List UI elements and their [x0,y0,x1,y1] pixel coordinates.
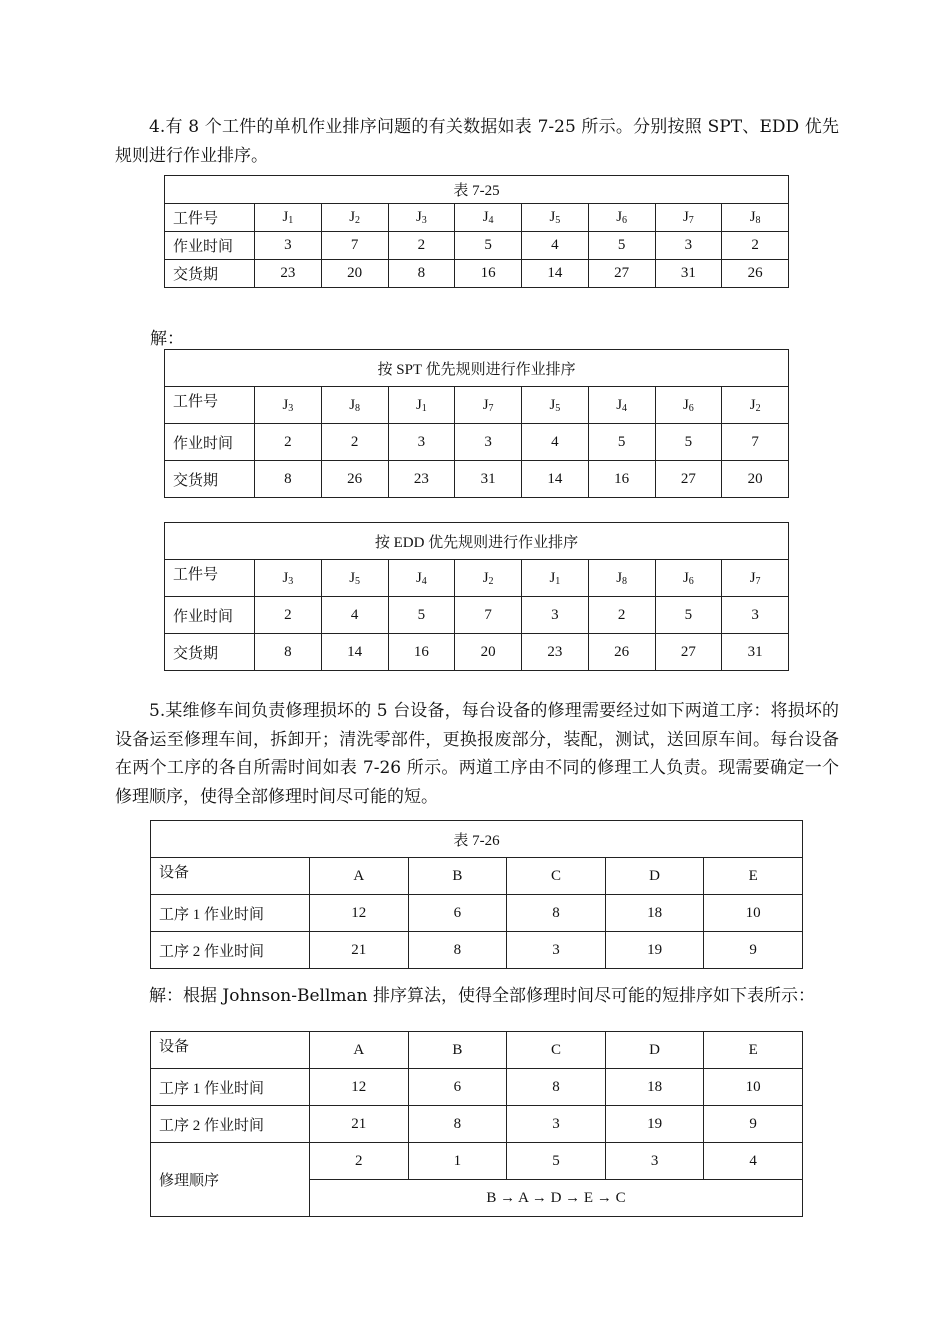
table-row [151,895,803,932]
op2-cell: 19 [605,932,704,969]
job-cell: $J_1$ [522,560,589,597]
job-cell: $J_7$ [455,387,522,424]
job-subscript: 6 [688,575,694,587]
equipment-cell: C [507,858,606,895]
due-cell: 23 [522,634,589,671]
job-subscript: 8 [622,575,628,587]
job-subscript: 5 [555,402,561,414]
equipment-cell: E [704,858,803,895]
equipment-cell: E [704,1032,803,1069]
equipment-cell: B [408,1032,507,1069]
due-cell: 14 [321,634,388,671]
job-cell: $J_3$ [255,387,322,424]
job-subscript: 2 [755,402,761,414]
table-row [165,424,789,461]
time-cell: 3 [388,424,455,461]
equipment-cell: D [605,858,704,895]
job-subscript: 6 [622,215,628,226]
table-row [151,858,803,895]
job-subscript: 4 [622,402,628,414]
job-cell: $J_5$ [522,204,589,232]
job-subscript: 7 [755,575,761,587]
time-cell: 4 [522,424,589,461]
time-cell: 3 [255,232,322,260]
due-cell: 31 [655,260,722,288]
op2-cell: 9 [704,1106,803,1143]
op1-cell: 18 [605,1069,704,1106]
job-cell: $J_6$ [588,204,655,232]
table-edd [164,522,789,671]
row-label: 作业时间 [165,424,255,461]
row-label: 作业时间 [165,597,255,634]
due-cell: 26 [321,461,388,498]
row-label: 作业时间 [165,232,255,260]
repair-sequence: B → A → D → E → C [310,1180,803,1217]
time-cell: 3 [655,232,722,260]
time-cell: 5 [388,597,455,634]
time-cell: 4 [522,232,589,260]
time-cell: 4 [321,597,388,634]
equipment-cell: D [605,1032,704,1069]
due-cell: 26 [588,634,655,671]
row-label: 设备 [151,858,310,895]
op1-cell: 18 [605,895,704,932]
job-subscript: 2 [488,575,494,587]
job-subscript: 8 [755,215,761,226]
due-cell: 14 [522,260,589,288]
job-subscript: 8 [355,402,361,414]
table-solution-johnson [150,1031,803,1217]
due-cell: 27 [588,260,655,288]
q4-solution-label: 解： [150,329,184,349]
due-cell: 8 [388,260,455,288]
time-cell: 5 [655,597,722,634]
order-cell: 1 [408,1143,507,1180]
q5-text: 5.某维修车间负责修理损坏的 5 台设备，每台设备的修理需要经过如下两道工序：将损坏的设备运至修理车间，拆卸开；清洗零部件，更换报废部分，装配，测试，送回原车间。每台设备在两个工序的各自所需时间如表 7-26 所示。两道工序由不同的修理工人负责。现需要确定一个修理顺序，使得全部修理时间尽可能的短。 [115,701,839,807]
row-label: 工序 2 作业时间 [151,1106,310,1143]
row-label: 交货期 [165,634,255,671]
op1-cell: 12 [310,895,409,932]
time-cell: 2 [588,597,655,634]
due-cell: 26 [722,260,789,288]
op2-cell: 3 [507,1106,606,1143]
op1-cell: 12 [310,1069,409,1106]
job-subscript: 1 [421,402,427,414]
job-subscript: 6 [688,402,694,414]
time-cell: 3 [455,424,522,461]
table-caption: 按 SPT 优先规则进行作业排序 [165,350,789,387]
op2-cell: 9 [704,932,803,969]
job-cell: $J_4$ [455,204,522,232]
time-cell: 7 [321,232,388,260]
due-cell: 23 [255,260,322,288]
table-row [165,232,789,260]
job-cell: $J_5$ [321,560,388,597]
due-cell: 27 [655,461,722,498]
job-subscript: 1 [555,575,561,587]
job-subscript: 5 [355,575,361,587]
op2-cell: 21 [310,1106,409,1143]
table-7-26 [150,820,803,969]
due-cell: 31 [722,634,789,671]
job-cell: $J_8$ [722,204,789,232]
order-cell: 5 [507,1143,606,1180]
row-label: 工序 1 作业时间 [151,1069,310,1106]
table-caption: 表 7-26 [151,821,803,858]
job-cell: $J_6$ [655,560,722,597]
order-cell: 2 [310,1143,409,1180]
table-row [151,1143,803,1180]
order-cell: 3 [605,1143,704,1180]
q5-solution-text: 解：根据 Johnson-Bellman 排序算法，使得全部修理时间尽可能的短排序如下表所示： [149,986,816,1006]
q4-text: 4.有 8 个工件的单机作业排序问题的有关数据如表 7-25 所示。分别按照 SPT、EDD 优先规则进行作业排序。 [115,117,839,166]
table-row [165,597,789,634]
job-subscript: 4 [488,215,494,226]
table-caption: 按 EDD 优先规则进行作业排序 [165,523,789,560]
time-cell: 7 [722,424,789,461]
equipment-cell: A [310,1032,409,1069]
table-row [151,1032,803,1069]
job-subscript: 3 [288,575,294,587]
table-row [151,1106,803,1143]
row-label: 修理顺序 [151,1143,310,1217]
job-cell: $J_4$ [588,387,655,424]
job-cell: $J_1$ [255,204,322,232]
row-label: 工件号 [165,204,255,232]
table-7-25 [164,175,789,288]
op2-cell: 3 [507,932,606,969]
time-cell: 5 [588,232,655,260]
job-cell: $J_8$ [321,387,388,424]
job-subscript: 1 [288,215,294,226]
time-cell: 2 [722,232,789,260]
table-row [165,634,789,671]
job-cell: $J_8$ [588,560,655,597]
row-label: 交货期 [165,260,255,288]
op2-cell: 8 [408,932,507,969]
row-label: 工序 2 作业时间 [151,932,310,969]
equipment-cell: A [310,858,409,895]
table-row [165,204,789,232]
time-cell: 5 [655,424,722,461]
due-cell: 16 [388,634,455,671]
time-cell: 2 [388,232,455,260]
job-cell: $J_2$ [321,204,388,232]
row-label: 工序 1 作业时间 [151,895,310,932]
job-subscript: 2 [355,215,361,226]
order-cell: 4 [704,1143,803,1180]
table-row [165,560,789,597]
table-row [151,932,803,969]
job-cell: $J_6$ [655,387,722,424]
op1-cell: 10 [704,1069,803,1106]
due-cell: 20 [321,260,388,288]
job-cell: $J_4$ [388,560,455,597]
due-cell: 20 [455,634,522,671]
op1-cell: 6 [408,895,507,932]
op2-cell: 8 [408,1106,507,1143]
time-cell: 7 [455,597,522,634]
op1-cell: 8 [507,1069,606,1106]
equipment-cell: B [408,858,507,895]
op1-cell: 6 [408,1069,507,1106]
row-label: 工件号 [165,560,255,597]
table-row [151,1069,803,1106]
time-cell: 3 [522,597,589,634]
time-cell: 2 [255,597,322,634]
op2-cell: 21 [310,932,409,969]
due-cell: 16 [455,260,522,288]
table-spt [164,349,789,498]
due-cell: 20 [722,461,789,498]
time-cell: 2 [321,424,388,461]
due-cell: 8 [255,461,322,498]
op1-cell: 10 [704,895,803,932]
table-row [165,260,789,288]
row-label: 工件号 [165,387,255,424]
job-cell: $J_2$ [455,560,522,597]
job-cell: $J_3$ [255,560,322,597]
job-cell: $J_1$ [388,387,455,424]
due-cell: 23 [388,461,455,498]
job-subscript: 3 [421,215,427,226]
time-cell: 2 [255,424,322,461]
due-cell: 8 [255,634,322,671]
row-label: 设备 [151,1032,310,1069]
due-cell: 16 [588,461,655,498]
time-cell: 3 [722,597,789,634]
op1-cell: 8 [507,895,606,932]
equipment-cell: C [507,1032,606,1069]
job-subscript: 5 [555,215,561,226]
job-cell: $J_5$ [522,387,589,424]
due-cell: 14 [522,461,589,498]
table-row [165,461,789,498]
job-cell: $J_7$ [722,560,789,597]
due-cell: 27 [655,634,722,671]
job-cell: $J_3$ [388,204,455,232]
job-subscript: 7 [688,215,694,226]
op2-cell: 19 [605,1106,704,1143]
job-subscript: 4 [421,575,427,587]
job-subscript: 3 [288,402,294,414]
due-cell: 31 [455,461,522,498]
row-label: 交货期 [165,461,255,498]
table-caption: 表 7-25 [165,176,789,204]
job-cell: $J_2$ [722,387,789,424]
table-row [165,387,789,424]
job-subscript: 7 [488,402,494,414]
time-cell: 5 [455,232,522,260]
time-cell: 5 [588,424,655,461]
job-cell: $J_7$ [655,204,722,232]
